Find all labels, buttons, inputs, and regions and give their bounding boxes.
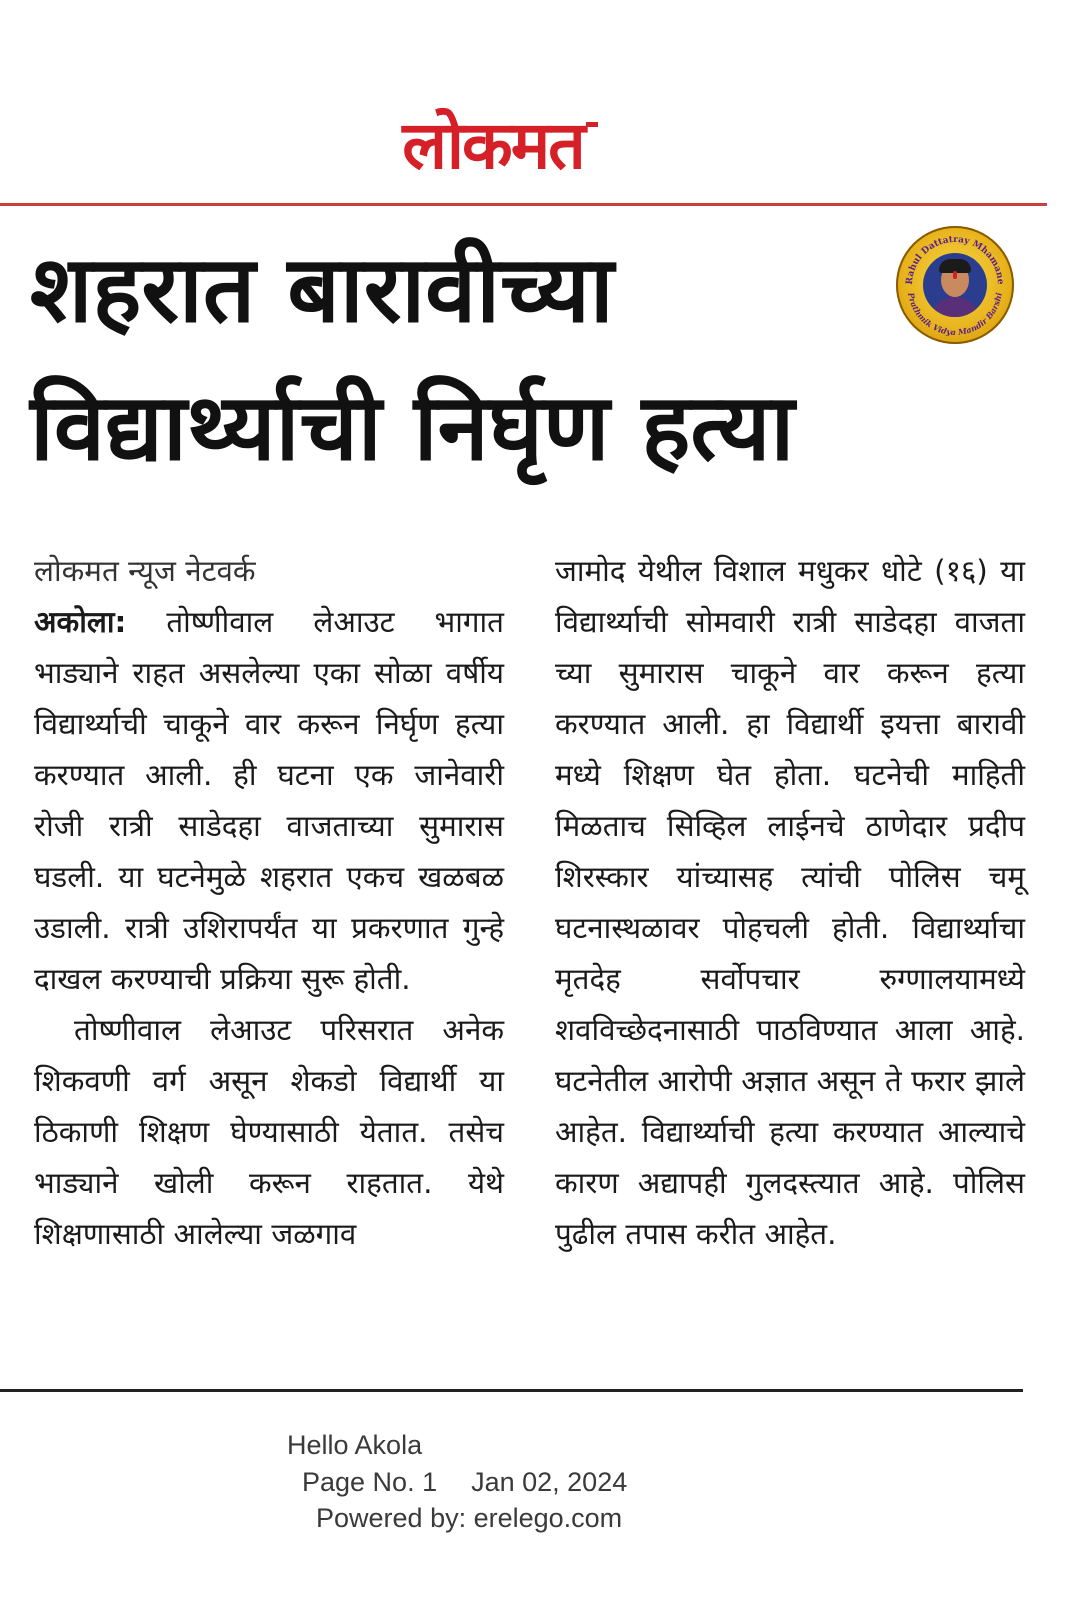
article-paragraph-2: तोष्णीवाल लेआउट परिसरात अनेक शिकवणी वर्ग असून शेकडो विद्यार्थी या ठिकाणी शिक्षण घेण्यासाठी येतात. तसेच भाड्याने खोली करून राहतात. येथे शिक्षणासाठी आलेल्या जळगाव xyxy=(34,1013,504,1251)
masthead-logo xyxy=(0,100,1000,190)
footer-page: Page No. 1 xyxy=(302,1467,438,1497)
badge-text-top: Rahul Dattatray Mhamane xyxy=(904,234,1006,285)
headline-line-2: विद्यार्थ्याची निर्घृण हत्या xyxy=(30,374,795,481)
footer-powered: Powered by: erelego.com xyxy=(316,1503,623,1533)
byline: लोकमत न्यूज नेटवर्क xyxy=(34,554,256,588)
paragraph-1-text: तोष्णीवाल लेआउट भागात भाड्याने राहत असलेल्या एका सोळा वर्षीय विद्यार्थ्याची चाकूने वार करून निर्घृण हत्या करण्यात आली. ही घटना एक जानेवारी रोजी रात्री साडेदहा वाजताच्या सुमारास घडली. या घटनेमुळे शहरात एकच खळबळ उडाली. रात्री उशिरापर्यंत या प्रकरणात गुन्हे दाखल करण्याची प्रक्रिया सुरू होती. xyxy=(34,605,504,996)
article-column-right xyxy=(555,546,1025,1260)
masthead-rule xyxy=(0,203,1047,206)
portrait-tilak xyxy=(953,271,957,279)
article-paragraph-1 xyxy=(34,597,504,1005)
masthead-dash xyxy=(586,122,598,127)
portrait-shirt xyxy=(929,297,981,317)
article-paragraph-3: जामोद येथील विशाल मधुकर धोटे (१६) या विद्यार्थ्याची सोमवारी रात्री साडेदहा वाजता च्या सुमारास चाकूने वार करून हत्या करण्यात आली. हा विद्यार्थी इयत्ता बारावी मध्ये शिक्षण घेत होता. घटनेची माहिती मिळताच सिव्हिल लाईनचे ठाणेदार प्रदीप शिरस्कार यांच्यासह त्यांची पोलिस चमू घटनास्थळावर पोहचली होती. विद्यार्थ्याचा मृतदेह सर्वोपचार रुग्णालयामध्ये शवविच्छेदनासाठी पाठविण्यात आला आहे. घटनेतील आरोपी अज्ञात असून ते फरार झाले आहेत. विद्यार्थ्याची हत्या करण्यात आल्याचे कारण अद्यापही गुलदस्त्यात आहे. पोलिस पुढील तपास करीत आहेत. xyxy=(555,554,1025,1251)
footer-edition: Hello Akola xyxy=(287,1430,423,1460)
badge-text-bottom: Prathmik Vidya Mandir Barshi xyxy=(906,291,1004,338)
dateline: अकोला: xyxy=(34,605,127,639)
headline-line-1: शहरात बारावीच्या xyxy=(30,236,614,343)
badge-portrait xyxy=(923,253,987,317)
footer-page-line xyxy=(302,1465,627,1500)
bottom-rule xyxy=(0,1389,1023,1392)
footer-date: Jan 02, 2024 xyxy=(471,1467,628,1497)
masthead-name: लोकमत xyxy=(402,106,584,184)
author-badge xyxy=(896,226,1014,344)
article-column-left xyxy=(34,546,504,1260)
